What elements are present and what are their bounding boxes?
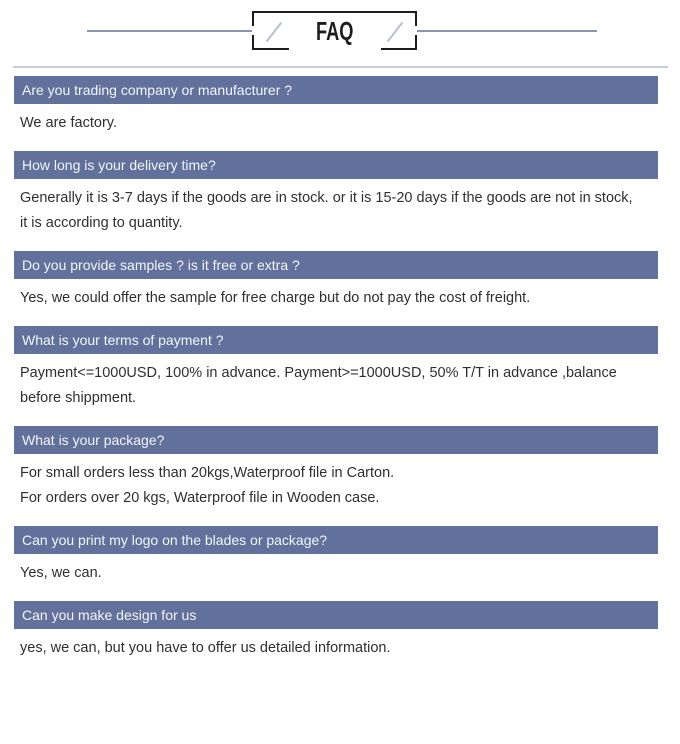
faq-answer [14, 554, 658, 586]
faq-answer [14, 279, 658, 311]
faq-question-bar: How long is your delivery time? [14, 151, 658, 179]
header-line-left [87, 30, 252, 32]
faq-item [14, 76, 658, 136]
faq-question-bar: Are you trading company or manufacturer ? [14, 76, 658, 104]
slash-right-icon [387, 22, 403, 42]
faq-answer-line: For orders over 20 kgs, Waterproof file in Wooden case. [20, 490, 380, 506]
faq-answer-line: it is according to quantity. [20, 215, 183, 231]
box-border-gap-right [415, 26, 417, 35]
faq-title-box [252, 11, 417, 50]
faq-answer-line: For small orders less than 20kgs,Waterproof file in Carton. [20, 465, 395, 481]
faq-answer [14, 354, 658, 411]
faq-header [0, 0, 680, 66]
faq-item [14, 526, 658, 586]
faq-question-bar: Can you make design for us [14, 601, 658, 629]
faq-answer-line: Yes, we can. [20, 565, 102, 581]
faq-answer-line: We are factory. [20, 115, 117, 131]
top-divider [13, 66, 668, 68]
faq-question-bar: Do you provide samples ? is it free or extra ? [14, 251, 658, 279]
faq-question-bar: What is your package? [14, 426, 658, 454]
faq-item [14, 426, 658, 511]
faq-question-bar: Can you print my logo on the blades or package? [14, 526, 658, 554]
box-border-gap-left [252, 26, 254, 35]
faq-answer-line: Yes, we could offer the sample for free charge but do not pay the cost of freight. [20, 290, 531, 306]
faq-answer-line: Payment<=1000USD, 100% in advance. Payment>=1000USD, 50% T/T in advance ,balance [20, 365, 617, 381]
faq-answer [14, 454, 658, 511]
faq-answer-line: yes, we can, but you have to offer us detailed information. [20, 640, 391, 656]
faq-answer [14, 629, 658, 661]
box-border-gap-bottom [289, 48, 381, 50]
faq-answer [14, 179, 658, 236]
faq-answer-line: before shippment. [20, 390, 137, 406]
faq-item [14, 251, 658, 311]
faq-list [14, 76, 658, 676]
page-title: FAQ [315, 15, 354, 46]
faq-item [14, 601, 658, 661]
faq-question-bar: What is your terms of payment ? [14, 326, 658, 354]
slash-left-icon [266, 22, 282, 42]
faq-answer-line: Generally it is 3-7 days if the goods are in stock. or it is 15-20 days if the goods are not in stock, [20, 190, 633, 206]
faq-answer [14, 104, 658, 136]
header-line-right [417, 30, 597, 32]
faq-item [14, 151, 658, 236]
faq-item [14, 326, 658, 411]
